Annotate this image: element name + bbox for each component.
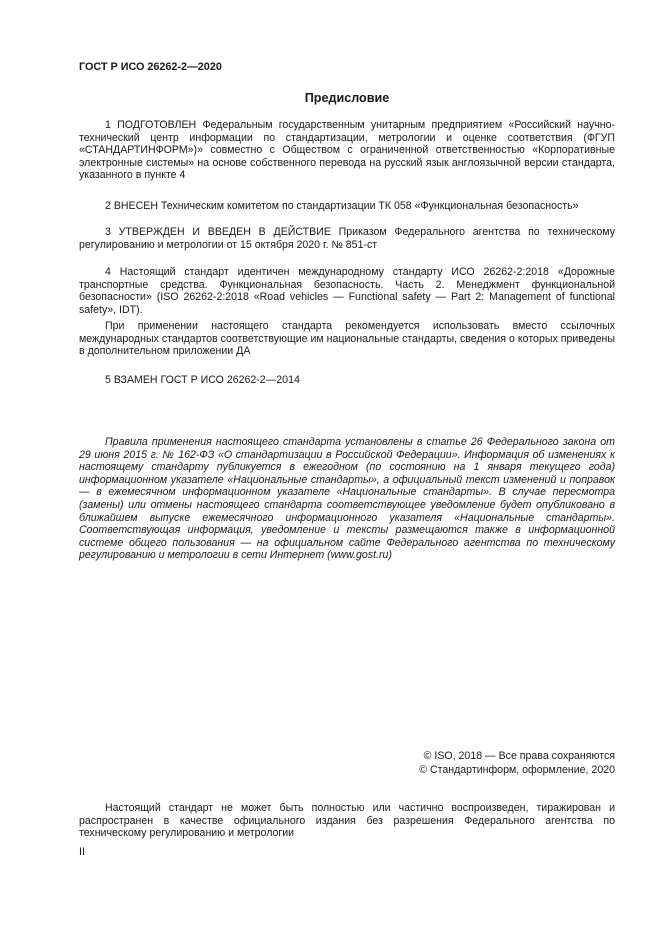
section-3-approved: 3 УТВЕРЖДЕН И ВВЕДЕН В ДЕЙСТВИЕ Приказом Федерального агентства по техническому регулированию и метрологии от 15 октября 2020 г. № 851-ст: [79, 226, 615, 251]
copyright-standartinform: © Стандартинформ, оформление, 2020: [419, 764, 615, 776]
section-4-identical: 4 Настоящий стандарт идентичен международному стандарту ИСО 26262-2:2018 «Дорожные транспортные средства. Функциональная безопасность. Часть 2. Менеджмент функциональной безопасности» (ISO 26262-2:2018 «Road vehicles — Functional safety — Part 2: Management of functional safety», IDT).: [79, 266, 615, 316]
section-2-introduced: 2 ВНЕСЕН Техническим комитетом по стандартизации ТК 058 «Функциональная безопасность»: [105, 200, 579, 212]
reproduction-notice: Настоящий стандарт не может быть полностью или частично воспроизведен, тиражирован и распространен в качестве официального издания без разрешения Федерального агентства по техническому регулированию и метрологии: [79, 802, 615, 840]
section-1-prepared: 1 ПОДГОТОВЛЕН Федеральным государственным унитарным предприятием «Российский научно-технический центр информации по стандартизации, метрологии и оценке соответствия (ФГУП «СТАНДАРТИНФОРМ»)» совместно с Обществом с ограниченной ответственностью «Корпоративные электронные системы» на основе собственного перевода на русский язык англоязычной версии стандарта, указанного в пункте 4: [79, 119, 615, 182]
copyright-iso: © ISO, 2018 — Все права сохраняются: [423, 750, 615, 762]
application-rules-notice: Правила применения настоящего стандарта установлены в статье 26 Федерального закона от 29 июня 2015 г. № 162-ФЗ «О стандартизации в Российской Федерации». Информация об изменениях к настоящему стандарту публикуется в ежегодном (по состоянию на 1 января текущего года) информационном указателе «Национальные стандарты», а официальный текст изменений и поправок — в ежемесячном информационном указателе «Национальные стандарты». В случае пересмотра (замены) или отмены настоящего стандарта соответствующее уведомление будет опубликовано в ближайшем выпуске ежемесячного информационного указателя «Национальные стандарты». Соответствующая информация, уведомление и тексты размещаются также в информационной системе общего пользования — на официальном сайте Федерального агентства по техническому регулированию и метрологии в сети Интернет (www.gost.ru): [79, 436, 615, 562]
page-title: Предисловие: [304, 91, 390, 105]
copyright-block: [79, 749, 615, 777]
section-5-replaces: 5 ВЗАМЕН ГОСТ Р ИСО 26262-2—2014: [105, 374, 300, 386]
page-number: II: [79, 846, 85, 858]
document-id: ГОСТ Р ИСО 26262-2—2020: [79, 61, 222, 73]
section-4-note: При применении настоящего стандарта рекомендуется использовать вместо ссылочных международных стандартов соответствующие им национальные стандарты, сведения о которых приведены в дополнительном приложении ДА: [79, 320, 615, 358]
